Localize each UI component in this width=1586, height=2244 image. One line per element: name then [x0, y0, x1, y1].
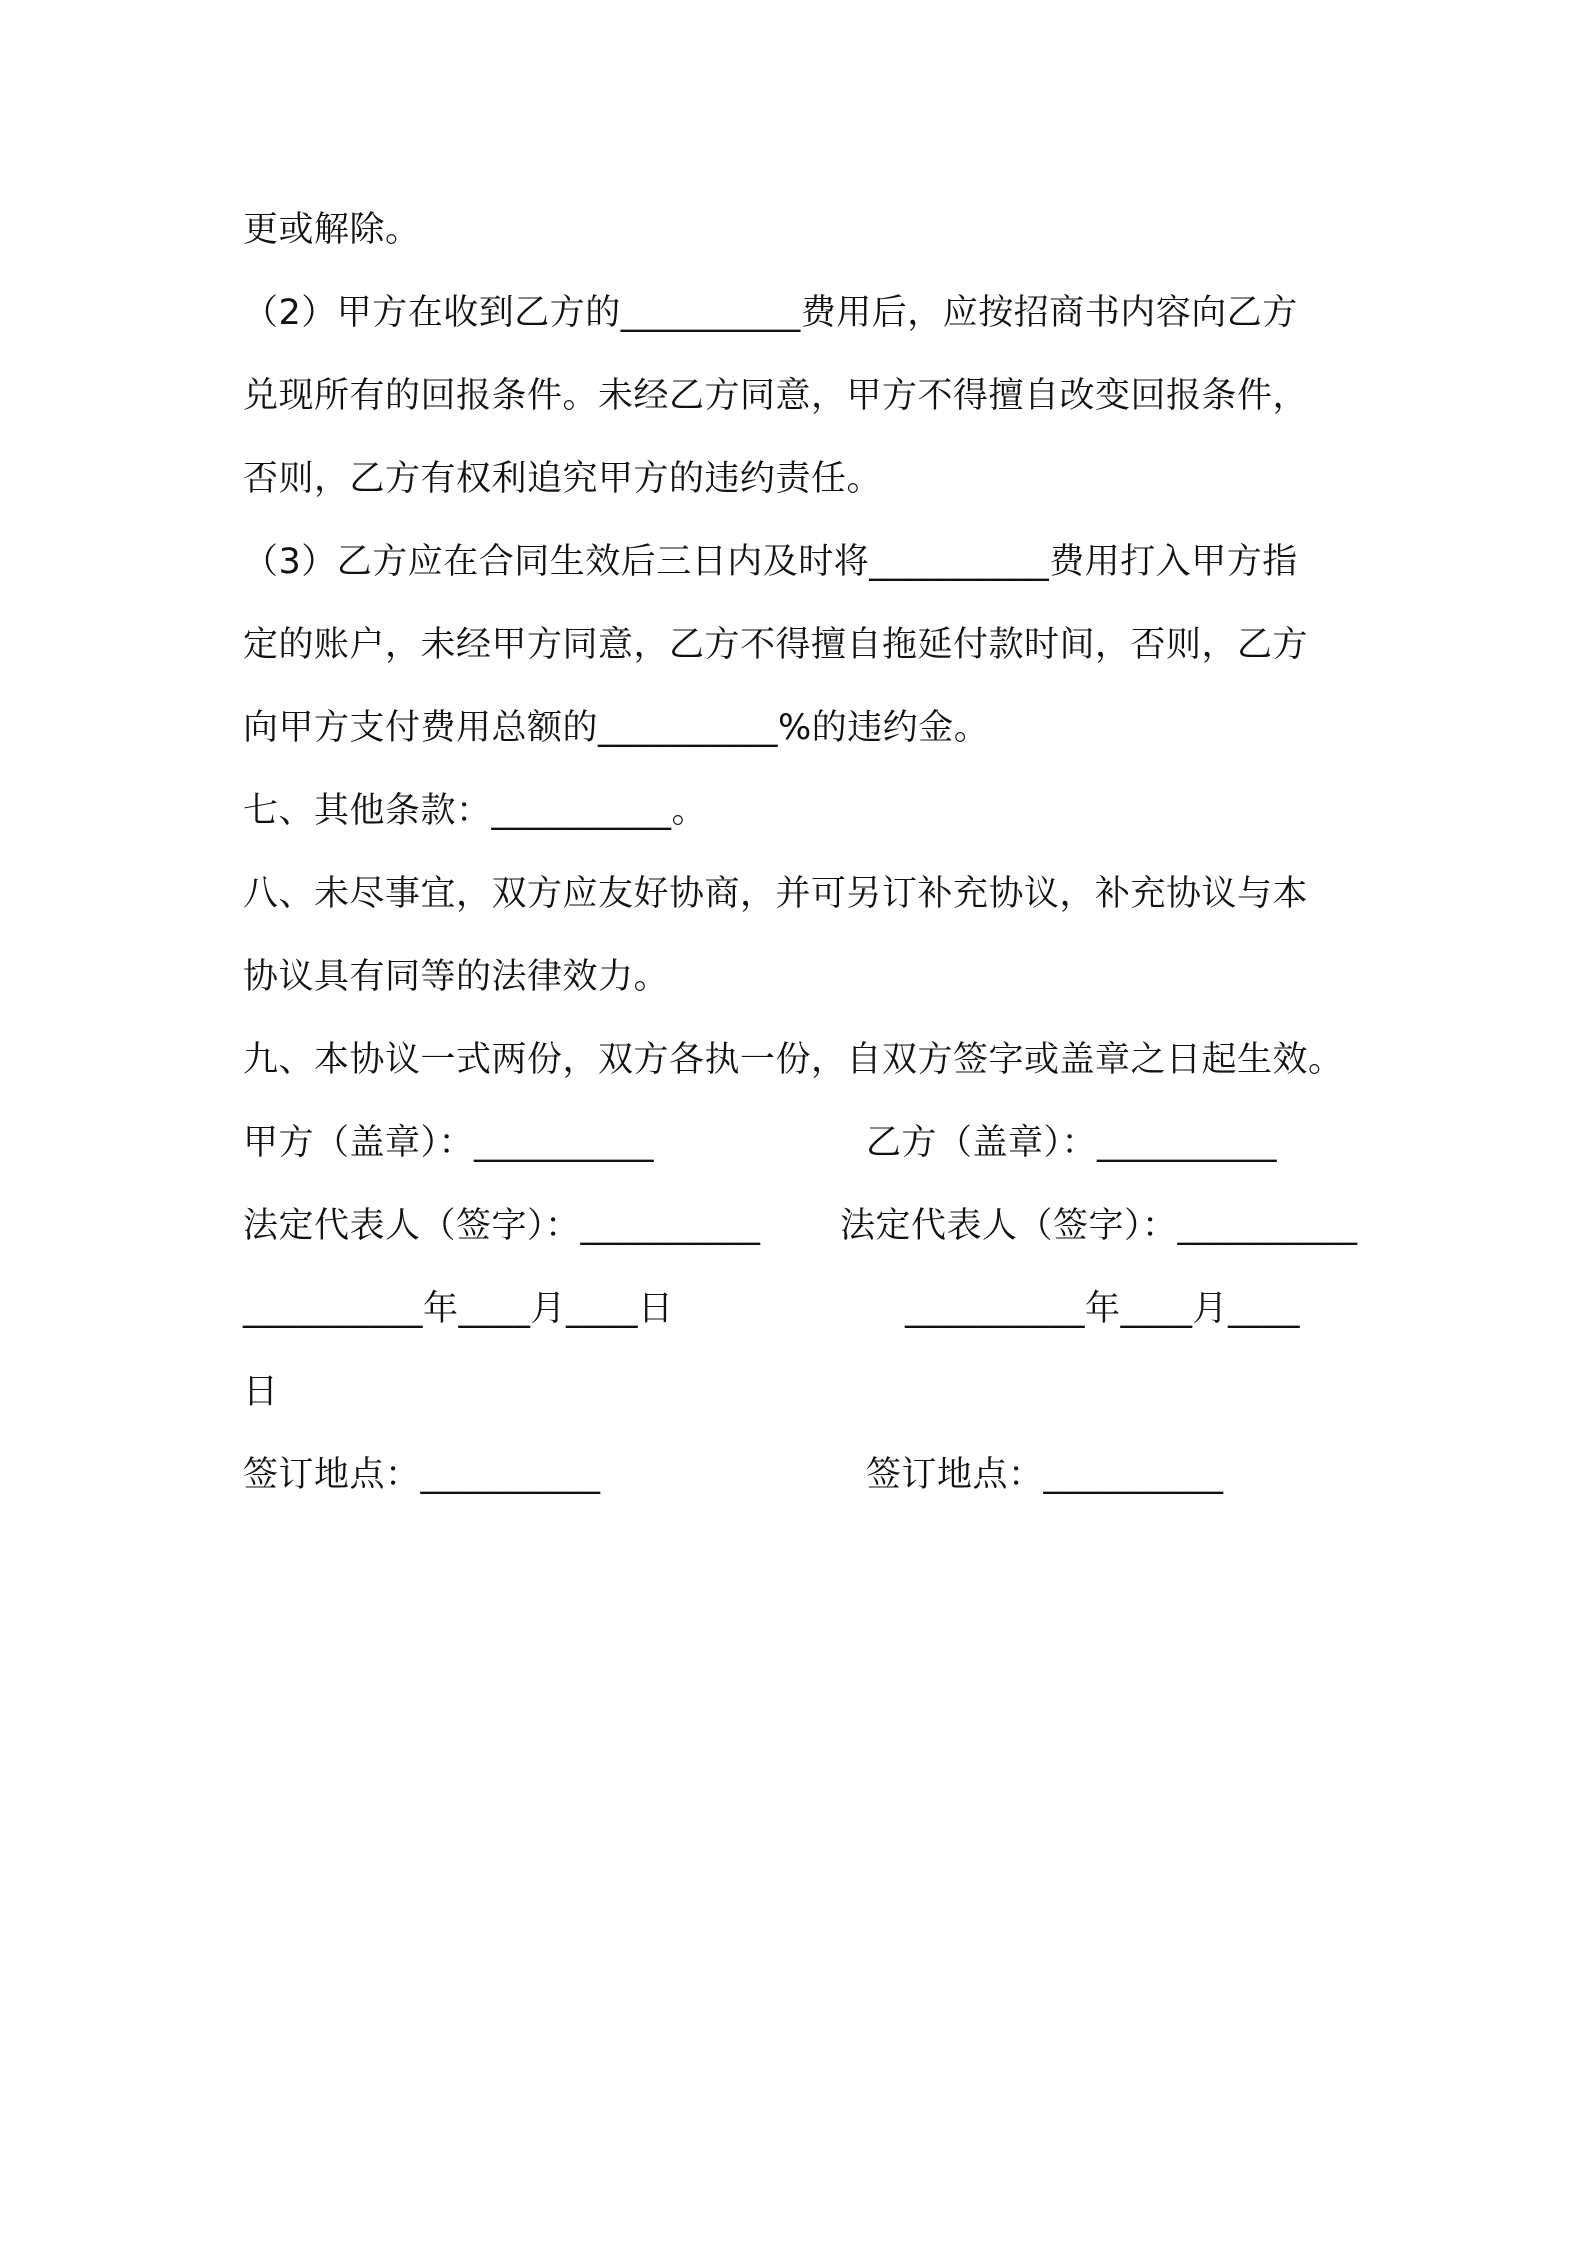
party-a-seal: 甲方（盖章）：__________ [243, 1123, 655, 1163]
party-a-representative: 法定代表人（签字）：__________ [243, 1206, 761, 1246]
clause-seven: 七、其他条款：__________。 [243, 791, 708, 831]
paragraph-line-6: 定的账户，未经甲方同意，乙方不得擅自拖延付款时间，否则，乙方 [243, 625, 1309, 665]
party-a-signing-place: 签订地点：__________ [243, 1455, 601, 1495]
clause-nine: 九、本协议一式两份，双方各执一份，自双方签字或盖章之日起生效。 [243, 1040, 1344, 1080]
clause-eight-line-1: 八、未尽事宜，双方应友好协商，并可另订补充协议，补充协议与本 [243, 874, 1309, 914]
paragraph-line-7: 向甲方支付费用总额的__________%的违约金。 [243, 708, 990, 748]
party-b-date-wrap: 日 [243, 1372, 279, 1412]
paragraph-line-2: （2）甲方在收到乙方的__________费用后，应按招商书内容向乙方 [243, 293, 1298, 333]
paragraph-line-3: 兑现所有的回报条件。未经乙方同意，甲方不得擅自改变回报条件， [243, 376, 1309, 416]
party-b-date: __________年____月____ [905, 1289, 1301, 1329]
party-b-representative: 法定代表人（签字）：__________ [840, 1206, 1358, 1246]
paragraph-line-5: （3）乙方应在合同生效后三日内及时将__________费用打入甲方指 [243, 542, 1298, 582]
party-b-seal: 乙方（盖章）：__________ [866, 1123, 1278, 1163]
party-b-signing-place: 签订地点：__________ [866, 1455, 1224, 1495]
clause-eight-line-2: 协议具有同等的法律效力。 [243, 957, 670, 997]
party-a-date: __________年____月____日 [243, 1289, 674, 1329]
paragraph-line-1: 更或解除。 [243, 210, 421, 250]
paragraph-line-4: 否则，乙方有权利追究甲方的违约责任。 [243, 459, 883, 499]
